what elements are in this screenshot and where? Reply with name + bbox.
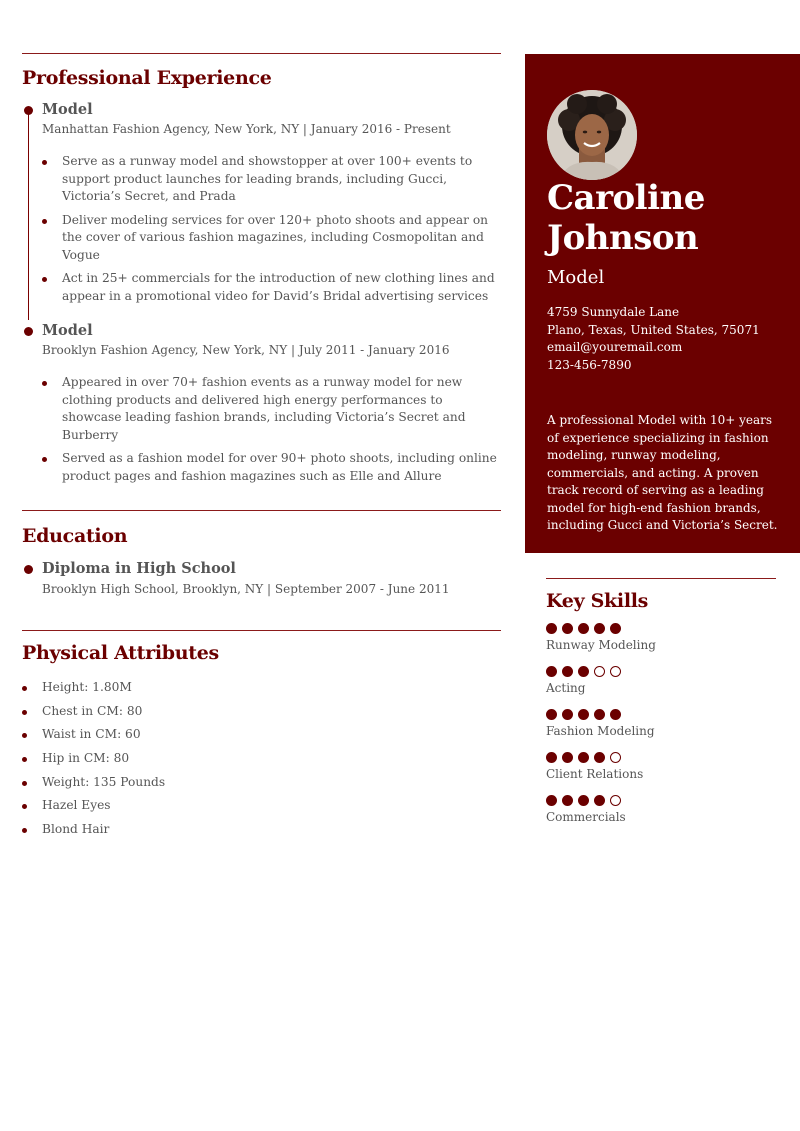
rating-dot-filled-icon bbox=[578, 666, 589, 677]
job-title: Model bbox=[42, 101, 93, 118]
bullet-icon bbox=[42, 457, 47, 462]
job-title: Model bbox=[42, 322, 93, 339]
job-meta: Manhattan Fashion Agency, New York, NY | January 2016 - Present bbox=[42, 122, 451, 136]
experience-timeline bbox=[22, 101, 501, 485]
skills-heading: Key Skills bbox=[546, 590, 649, 612]
rating-dot-filled-icon bbox=[594, 752, 605, 763]
timeline-dot-icon bbox=[24, 565, 33, 574]
bullet-icon bbox=[42, 219, 47, 224]
email[interactable]: email@youremail.com bbox=[547, 340, 683, 354]
job-entry bbox=[22, 101, 501, 305]
section-divider bbox=[546, 578, 776, 579]
education-meta: Brooklyn High School, Brooklyn, NY | September 2007 - June 2011 bbox=[42, 582, 450, 596]
avatar bbox=[547, 90, 637, 180]
bullet-icon bbox=[42, 277, 47, 282]
skill-name: Commercials bbox=[546, 810, 626, 824]
rating-dot-filled-icon bbox=[546, 623, 557, 634]
list-item bbox=[42, 212, 501, 265]
rating-dot-filled-icon bbox=[562, 666, 573, 677]
list-item bbox=[42, 153, 501, 206]
phone[interactable]: 123-456-7890 bbox=[547, 357, 632, 372]
skill-rating bbox=[546, 752, 776, 763]
job-meta: Brooklyn Fashion Agency, New York, NY | July 2011 - January 2016 bbox=[42, 343, 450, 357]
address-line-1: 4759 Sunnydale Lane bbox=[547, 305, 680, 319]
skill-rating bbox=[546, 623, 776, 634]
skill-rating bbox=[546, 666, 776, 677]
rating-dot-filled-icon bbox=[562, 795, 573, 806]
job-entry bbox=[22, 322, 501, 485]
job-bullets bbox=[42, 153, 501, 305]
list-item bbox=[22, 750, 501, 767]
rating-dot-filled-icon bbox=[546, 709, 557, 720]
list-item bbox=[22, 774, 501, 791]
bullet-icon bbox=[22, 686, 27, 691]
list-item bbox=[42, 270, 501, 305]
bullet-icon bbox=[22, 733, 27, 738]
list-item bbox=[22, 821, 501, 838]
rating-dot-filled-icon bbox=[594, 709, 605, 720]
bullet-text: Served as a fashion model for over 90+ photo shoots, including online product pages and fashion magazines such as Elle and Allure bbox=[62, 451, 497, 483]
list-item bbox=[42, 374, 501, 444]
section-divider bbox=[22, 630, 501, 631]
bullet-icon bbox=[22, 804, 27, 809]
candidate-name bbox=[547, 178, 705, 258]
rating-dot-filled-icon bbox=[562, 623, 573, 634]
bullet-text: Deliver modeling services for over 120+ photo shoots and appear on the cover of various fashion magazines, including Cosmopolitan and Vogue bbox=[62, 212, 489, 262]
skill-rating bbox=[546, 795, 776, 806]
rating-dot-filled-icon bbox=[562, 752, 573, 763]
attribute-text: Weight: 135 Pounds bbox=[42, 774, 166, 789]
timeline-dot-icon bbox=[24, 327, 33, 336]
rating-dot-filled-icon bbox=[546, 666, 557, 677]
list-item bbox=[22, 703, 501, 720]
skill-item bbox=[546, 623, 776, 654]
list-item bbox=[22, 679, 501, 696]
skills-section bbox=[546, 578, 776, 826]
rating-dot-filled-icon bbox=[578, 795, 589, 806]
rating-dot-filled-icon bbox=[546, 752, 557, 763]
skill-item bbox=[546, 709, 776, 740]
address-line-2: Plano, Texas, United States, 75071 bbox=[547, 322, 760, 337]
bullet-icon bbox=[22, 710, 27, 715]
attribute-text: Waist in CM: 60 bbox=[42, 727, 141, 742]
attribute-text: Height: 1.80M bbox=[42, 680, 132, 694]
rating-dot-filled-icon bbox=[594, 795, 605, 806]
left-column bbox=[22, 53, 501, 845]
last-name: Johnson bbox=[547, 218, 699, 258]
rating-dot-filled-icon bbox=[578, 752, 589, 763]
bullet-icon bbox=[42, 381, 47, 386]
skill-name: Runway Modeling bbox=[546, 638, 656, 652]
first-name: Caroline bbox=[547, 178, 705, 218]
rating-dot-filled-icon bbox=[610, 709, 621, 720]
rating-dot-filled-icon bbox=[610, 623, 621, 634]
rating-dot-empty-icon bbox=[610, 666, 621, 677]
bullet-icon bbox=[42, 160, 47, 165]
list-item bbox=[22, 797, 501, 814]
section-divider bbox=[22, 510, 501, 511]
skill-item bbox=[546, 795, 776, 826]
job-bullets bbox=[42, 374, 501, 485]
bullet-icon bbox=[22, 757, 27, 762]
section-divider bbox=[22, 53, 501, 54]
rating-dot-filled-icon bbox=[578, 709, 589, 720]
attribute-text: Hazel Eyes bbox=[42, 798, 111, 813]
skill-name: Client Relations bbox=[546, 767, 644, 781]
rating-dot-empty-icon bbox=[610, 752, 621, 763]
attribute-text: Hip in CM: 80 bbox=[42, 751, 130, 766]
skill-item bbox=[546, 666, 776, 697]
rating-dot-filled-icon bbox=[562, 709, 573, 720]
attribute-text: Chest in CM: 80 bbox=[42, 703, 143, 718]
skills-list bbox=[546, 623, 776, 826]
portrait-icon bbox=[547, 90, 637, 180]
bullet-text: Act in 25+ commercials for the introduction of new clothing lines and appear in a promotional video for David’s Bridal advertising services bbox=[62, 271, 495, 303]
rating-dot-filled-icon bbox=[546, 795, 557, 806]
experience-heading: Professional Experience bbox=[22, 67, 272, 89]
physical-attributes-list bbox=[22, 679, 501, 838]
list-item bbox=[42, 450, 501, 485]
rating-dot-filled-icon bbox=[578, 623, 589, 634]
candidate-role: Model bbox=[547, 267, 605, 288]
bullet-icon bbox=[22, 828, 27, 833]
skill-name: Fashion Modeling bbox=[546, 724, 655, 738]
bullet-text: Appeared in over 70+ fashion events as a runway model for new clothing products and delivered high energy performances to showcase leading fashion brands, including Victoria’s Secret and Burberry bbox=[62, 375, 466, 442]
profile-summary: A professional Model with 10+ years of experience specializing in fashion modeling, runway modeling, commercials, and acting. A proven track record of serving as a leading model for high-end fashion brands, including Gucci and Victoria’s Secret. bbox=[547, 413, 778, 532]
profile-panel bbox=[525, 54, 800, 553]
attribute-text: Blond Hair bbox=[42, 822, 110, 837]
skill-item bbox=[546, 752, 776, 783]
degree-title: Diploma in High School bbox=[42, 560, 236, 577]
timeline-dot-icon bbox=[24, 106, 33, 115]
rating-dot-filled-icon bbox=[594, 623, 605, 634]
bullet-icon bbox=[22, 781, 27, 786]
education-heading: Education bbox=[22, 525, 128, 547]
physical-heading: Physical Attributes bbox=[22, 642, 219, 664]
contact-info bbox=[547, 304, 760, 374]
bullet-text: Serve as a runway model and showstopper at over 100+ events to support product launches for leading brands, including Gucci, Victoria’s Secret, and Prada bbox=[62, 154, 473, 203]
skill-name: Acting bbox=[546, 681, 586, 695]
skill-rating bbox=[546, 709, 776, 720]
rating-dot-empty-icon bbox=[610, 795, 621, 806]
education-entry bbox=[22, 560, 501, 598]
rating-dot-empty-icon bbox=[594, 666, 605, 677]
list-item bbox=[22, 726, 501, 743]
